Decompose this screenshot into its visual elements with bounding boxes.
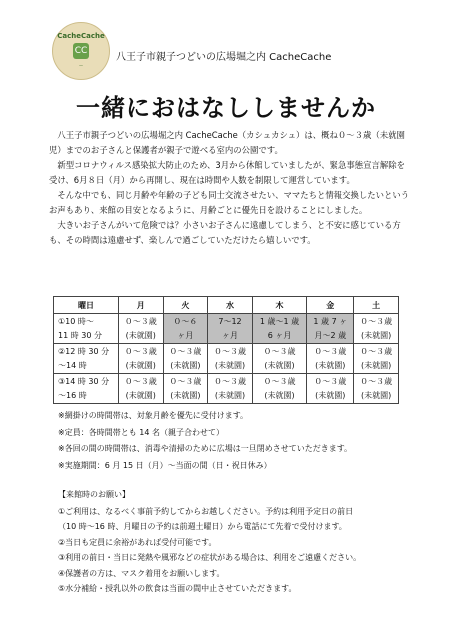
age-label: ０～３歳 — [169, 376, 202, 386]
age-label: (未就園) — [214, 390, 246, 400]
header-day: 曜日 — [54, 297, 119, 314]
age-label: (未就園) — [125, 360, 156, 370]
note-item: ※網掛けの時間帯は、対象月齢を優先に受付けます。 — [58, 411, 249, 420]
age-label: ０～３歳 — [263, 376, 296, 386]
age-cell — [354, 344, 399, 374]
age-label: ０～３歳 — [169, 346, 202, 356]
age-label: (未就園) — [361, 360, 392, 370]
priority-age-cell — [307, 314, 354, 344]
schedule-row — [54, 344, 399, 374]
request-item: ⑤水分補給・授乳以外の飲食は当面の間中止させていただきます。 — [58, 584, 297, 593]
time-slot-label: ～14 時 — [58, 360, 87, 370]
schedule-row — [54, 374, 399, 404]
intro-text — [49, 128, 411, 248]
intro-paragraph: 大きいお子さんがいて危険では？小さいお子さんに遠慮してしまう、と不安に感じている方も、その時間は遠慮せず、楽しんで過ごしていただけたら嬉しいです。 — [49, 220, 401, 245]
note-item: ※定員：各時間帯とも 14 名（親子合わせて） — [58, 427, 224, 437]
age-label: (未就園) — [315, 390, 346, 400]
header-wed: 水 — [208, 297, 253, 314]
time-slot-label: ①10 時～ — [58, 316, 94, 326]
logo-text: CacheCache — [57, 32, 105, 40]
age-cell — [354, 314, 399, 344]
header-sat: 土 — [354, 297, 399, 314]
age-label: ０～３歳 — [314, 376, 347, 386]
age-label: 月～2 歳 — [314, 330, 347, 340]
page-title: 一緒におはなししませんか — [76, 94, 376, 122]
note-item: ※各回の間の時間帯は、消毒や清掃のために広場は一旦閉めさせていただきます。 — [58, 444, 353, 453]
age-cell — [119, 374, 164, 404]
visit-requests — [58, 487, 428, 597]
schedule-table — [53, 296, 399, 404]
age-label: (未就園) — [214, 360, 246, 370]
intro-paragraph: 八王子市親子つどいの広場堀之内 CacheCache（カシュカシュ）は、概ね０～３歳（未就園児）までのお子さんと保護者が親子で遊べる室内の公園です。 — [49, 130, 405, 155]
time-slot-label: ③14 時 30 分 — [58, 376, 110, 386]
age-cell — [307, 344, 354, 374]
intro-paragraph: 新型コロナウィルス感染拡大防止のため、3月から休館していましたが、緊急事態宣言解除を受け、6月８日（月）から再開し、現在は時間や人数を制限して運営しています。 — [49, 160, 406, 185]
age-label: (未就園) — [264, 390, 295, 400]
age-cell — [119, 344, 164, 374]
age-label: 1 歳～1 歳 — [259, 316, 300, 326]
priority-age-cell — [208, 314, 253, 344]
requests-title: 【来館時のお願い】 — [58, 490, 130, 499]
age-label: ０～３歳 — [214, 346, 247, 356]
age-cell — [208, 374, 253, 404]
time-slot-cell — [54, 314, 119, 344]
time-slot-label: ～16 時 — [58, 390, 87, 400]
note-item: ※実施期間：6 月 15 日（月）～当面の間（日・祝日休み） — [58, 460, 272, 470]
age-label: ヶ月 — [222, 330, 239, 340]
age-cell — [163, 374, 208, 404]
request-item: ④保護者の方は、マスク着用をお願いします。 — [58, 568, 225, 578]
age-label: (未就園) — [264, 360, 295, 370]
age-label: (未就園) — [361, 390, 392, 400]
age-cell — [252, 374, 306, 404]
schedule-row — [54, 314, 399, 344]
notes — [58, 408, 418, 474]
age-label: (未就園) — [170, 360, 201, 370]
age-cell — [354, 374, 399, 404]
age-cell — [208, 344, 253, 374]
age-label: ０～３歳 — [360, 316, 393, 326]
age-label: ０～３歳 — [314, 346, 347, 356]
age-label: 7～12 — [218, 316, 242, 326]
header-mon: 月 — [119, 297, 164, 314]
age-label: (未就園) — [315, 360, 346, 370]
age-label: 1 歳 7 ヶ — [313, 316, 348, 326]
request-item: ③利用の前日・当日に発熱や風邪などの症状がある場合は、利用をご遠慮ください。 — [58, 553, 362, 562]
age-label: ０～３歳 — [214, 376, 247, 386]
header-thu: 木 — [252, 297, 306, 314]
age-label: (未就園) — [361, 330, 392, 340]
logo-subtext: — — [79, 63, 83, 68]
schedule-header-row — [54, 297, 399, 314]
age-cell — [252, 344, 306, 374]
age-label: ０～３歳 — [360, 376, 393, 386]
age-cell — [163, 344, 208, 374]
organization-name: 八王子市親子つどいの広場堀之内 CacheCache — [116, 52, 332, 63]
header-tue: 火 — [163, 297, 208, 314]
priority-age-cell — [252, 314, 306, 344]
age-label: ヶ月 — [177, 330, 194, 340]
age-cell — [119, 314, 164, 344]
logo — [52, 22, 110, 80]
request-item: ②当日も定員に余裕があれば受付可能です。 — [58, 537, 217, 547]
age-label: (未就園) — [125, 330, 156, 340]
age-label: (未就園) — [170, 390, 201, 400]
age-label: ０～３歳 — [124, 346, 157, 356]
header-fri: 金 — [307, 297, 354, 314]
age-label: ０～３歳 — [360, 346, 393, 356]
time-slot-label: 11 時 30 分 — [58, 330, 102, 340]
age-label: (未就園) — [125, 390, 156, 400]
age-label: ０～６ — [173, 316, 198, 326]
age-label: ０～３歳 — [124, 316, 157, 326]
time-slot-cell — [54, 344, 119, 374]
request-item: ①ご利用は、なるべく事前予約してからお越しください。予約は利用予定日の前日 — [58, 506, 354, 516]
time-slot-label: ②12 時 30 分 — [58, 346, 110, 356]
request-item: （10 時～16 時、月曜日の予約は前週土曜日）から電話にて先着で受付けます。 — [58, 522, 347, 531]
time-slot-cell — [54, 374, 119, 404]
age-label: 6 ヶ月 — [267, 330, 292, 340]
age-label: ０～３歳 — [124, 376, 157, 386]
logo-mark-icon: CC — [73, 43, 89, 59]
age-label: ０～３歳 — [263, 346, 296, 356]
priority-age-cell — [163, 314, 208, 344]
intro-paragraph: そんな中でも、同じ月齢や年齢の子ども同士交流させたい、ママたちと情報交換したいというお声もあり、来館の目安となるように、月齢ごとに優先日を設けることにしました。 — [49, 190, 410, 215]
age-cell — [307, 374, 354, 404]
